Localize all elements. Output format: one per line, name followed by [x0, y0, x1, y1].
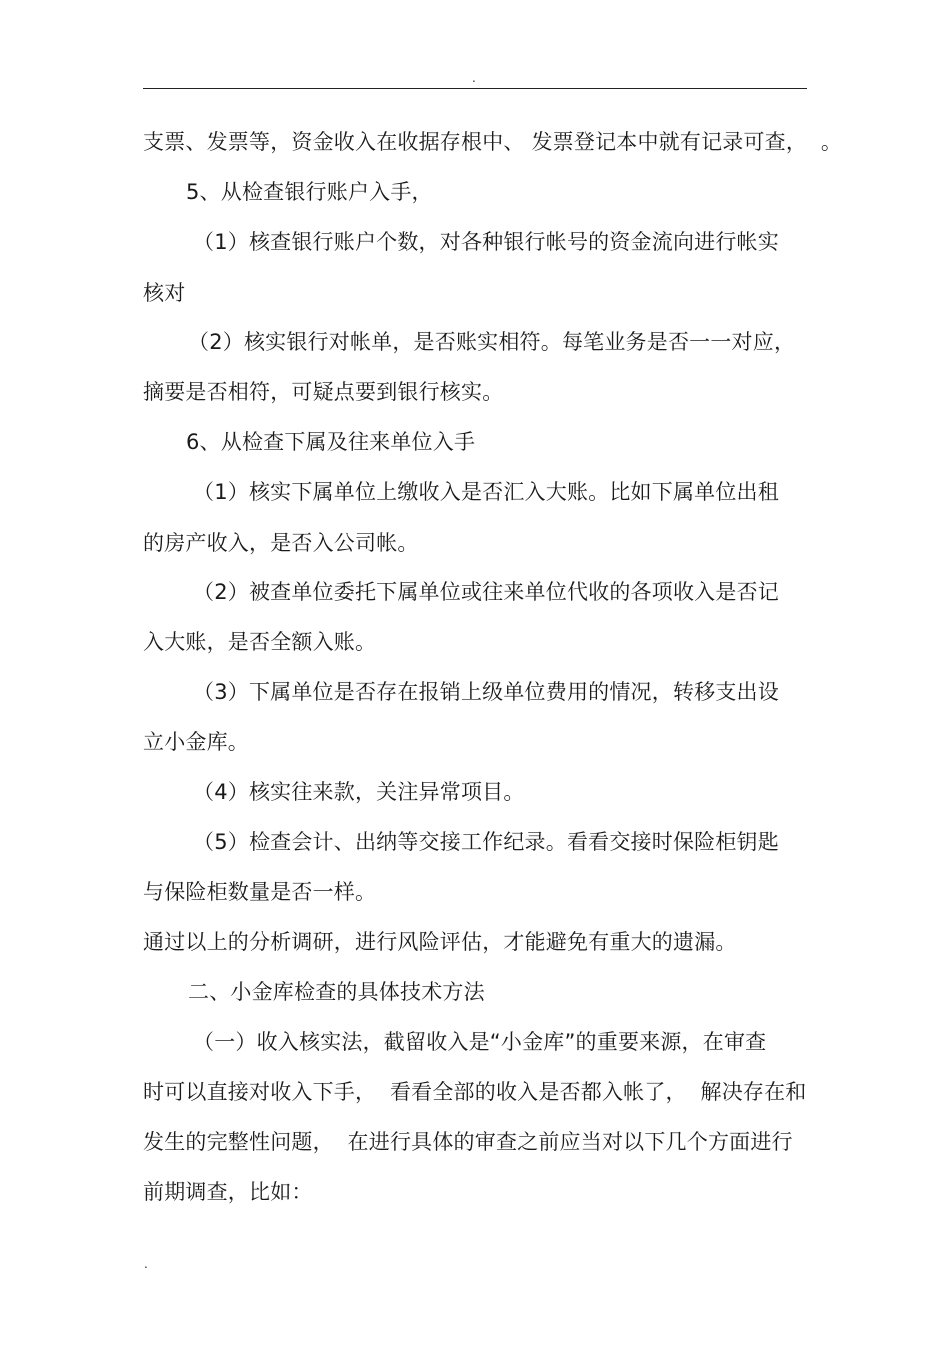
text-line: （5）检查会计、出纳等交接工作纪录。看看交接时保险柜钥匙: [193, 830, 779, 854]
text-line: 发生的完整性问题， 在进行具体的审查之前应当对以下几个方面进行: [143, 1130, 793, 1154]
text-line: （4）核实往来款，关注异常项目。: [193, 780, 525, 804]
text-line: （2）被查单位委托下属单位或往来单位代收的各项收入是否记: [193, 580, 779, 604]
text-line: 时可以直接对收入下手， 看看全部的收入是否都入帐了， 解决存在和: [143, 1080, 807, 1104]
text-line: （3）下属单位是否存在报销上级单位费用的情况，转移支出设: [193, 680, 779, 704]
section-heading: 二、小金库检查的具体技术方法: [188, 980, 485, 1004]
text-line: （1）核查银行账户个数，对各种银行帐号的资金流向进行帐实: [193, 230, 779, 254]
section-heading: 6、从检查下属及往来单位入手: [186, 430, 476, 454]
text-line: 与保险柜数量是否一样。: [143, 880, 377, 904]
footer-mark: .: [144, 1257, 148, 1271]
text-line: 支票、发票等，资金收入在收据存根中、 发票登记本中就有记录可查， 。: [143, 130, 843, 154]
text-line: 前期调查，比如：: [143, 1180, 313, 1204]
text-line: 通过以上的分析调研，进行风险评估，才能避免有重大的遗漏。: [143, 930, 737, 954]
text-line: 入大账，是否全额入账。: [143, 630, 377, 654]
text-line: 核对: [143, 281, 186, 305]
header-mark: .: [472, 71, 476, 85]
section-heading: 5、从检查银行账户入手，: [186, 180, 433, 204]
text-line: 立小金库。: [143, 730, 249, 754]
text-line: （一）收入核实法，截留收入是“小金库”的重要来源，在审查: [193, 1030, 767, 1054]
text-line: 摘要是否相符，可疑点要到银行核实。: [143, 380, 504, 404]
header-rule: [143, 88, 807, 89]
text-line: 的房产收入，是否入公司帐。: [143, 531, 419, 555]
text-line: （1）核实下属单位上缴收入是否汇入大账。比如下属单位出租: [193, 480, 779, 504]
text-line: （2）核实银行对帐单，是否账实相符。每笔业务是否一一对应，: [188, 330, 796, 354]
